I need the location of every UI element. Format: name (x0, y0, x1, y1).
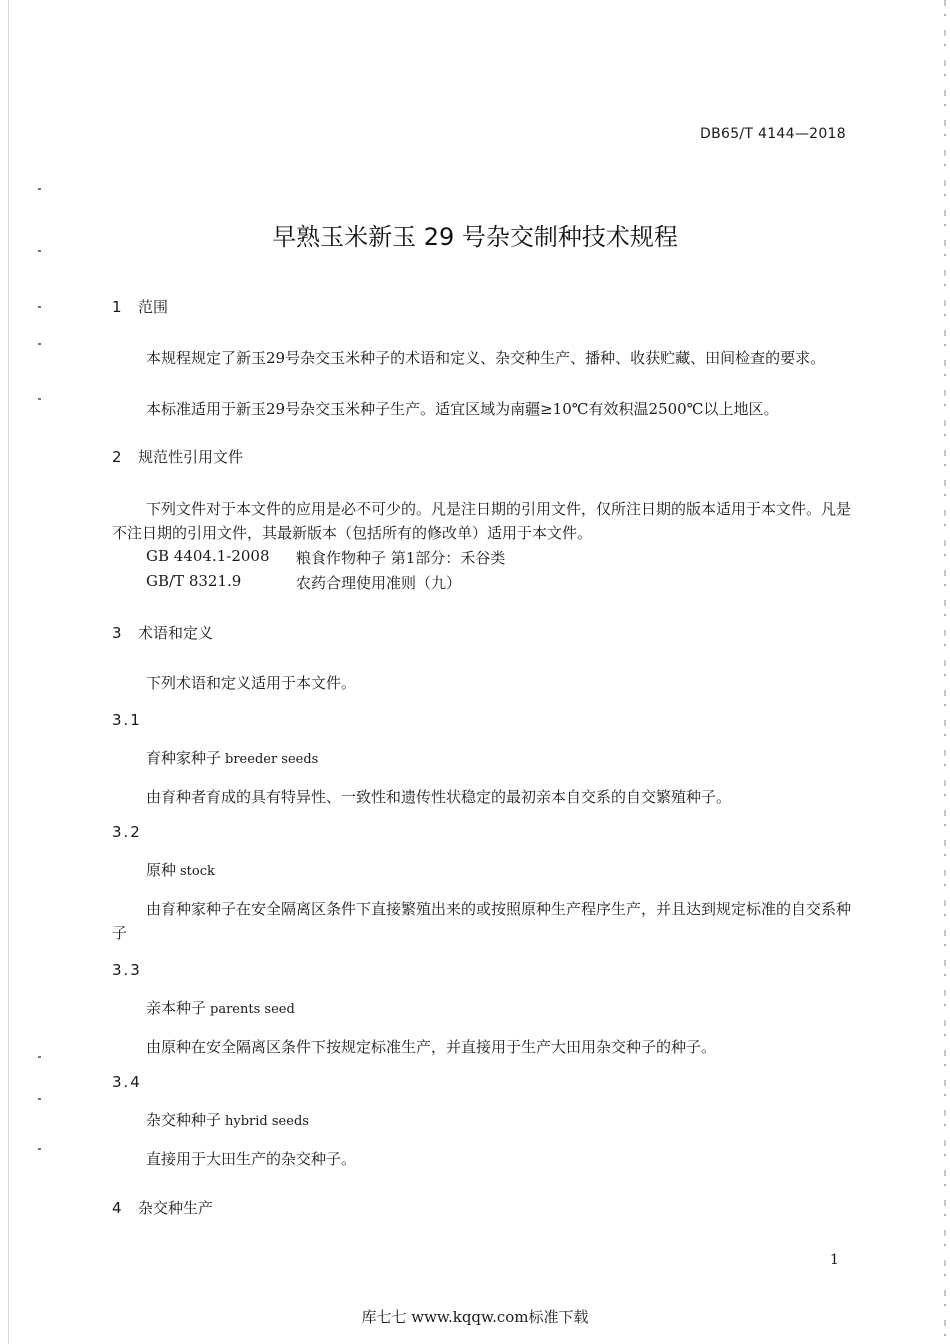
section-number: 2 (112, 448, 122, 466)
scan-speck (38, 1098, 41, 1100)
term-heading (146, 997, 295, 1018)
section-4-heading (112, 1197, 213, 1218)
term-definition: 直接用于大田生产的杂交种子。 (146, 1150, 357, 1168)
section-1-heading (112, 296, 168, 317)
term-heading (146, 1109, 309, 1130)
reference-title: 粮食作物种子 第1部分：禾谷类 (296, 549, 506, 567)
reference-code: GB/T 8321.9 (146, 572, 242, 590)
scan-speck (38, 343, 41, 345)
term-chinese: 育种家种子 (146, 749, 222, 767)
term-number: 3.4 (112, 1073, 142, 1091)
document-title: 早熟玉米新玉 29 号杂交制种技术规程 (272, 223, 678, 251)
section-2-paragraph-1: 下列文件对于本文件的应用是必不可少的。凡是注日期的引用文件，仅所注日期的版本适用于本文件。凡是不注日期的引用文件，其最新版本（包括所有的修改单）适用于本文件。 (112, 500, 852, 542)
term-definition: 由原种在安全隔离区条件下按规定标准生产，并直接用于生产大田用杂交种子的种子。 (146, 1038, 717, 1056)
reference-title: 农药合理使用准则（九） (296, 574, 462, 592)
term-chinese: 杂交种种子 (146, 1111, 222, 1129)
section-1-paragraph-1: 本规程规定了新玉29号杂交玉米种子的术语和定义、杂交种生产、播种、收获贮藏、田间检查的要求。 (146, 349, 826, 367)
section-number: 4 (112, 1199, 122, 1217)
section-title: 规范性引用文件 (138, 448, 244, 466)
scan-speck (38, 1148, 41, 1150)
scan-speck (38, 188, 41, 190)
section-2-heading (112, 446, 243, 467)
term-heading (146, 859, 215, 880)
section-title: 杂交种生产 (138, 1199, 214, 1217)
term-number: 3.1 (112, 711, 142, 729)
term-english: hybrid seeds (225, 1114, 309, 1129)
page-number: 1 (830, 1252, 839, 1268)
section-number: 3 (112, 624, 122, 642)
term-definition: 由育种家种子在安全隔离区条件下直接繁殖出来的或按照原种生产程序生产，并且达到规定标准的自交系种子 (112, 900, 852, 942)
term-english: parents seed (210, 1002, 295, 1017)
section-1-paragraph-2: 本标准适用于新玉29号杂交玉米种子生产。适宜区域为南疆≥10℃有效积温2500℃以上地区。 (146, 400, 779, 418)
section-number: 1 (112, 298, 122, 316)
term-english: breeder seeds (225, 752, 319, 767)
section-3-heading (112, 622, 213, 643)
footer-watermark: 库七七 www.kqqw.com标准下载 (361, 1308, 589, 1326)
reference-code: GB 4404.1-2008 (146, 547, 270, 565)
term-chinese: 亲本种子 (146, 999, 207, 1017)
term-definition: 由育种者育成的具有特异性、一致性和遗传性状稳定的最初亲本自交系的自交繁殖种子。 (146, 788, 732, 806)
scan-speck (38, 306, 41, 308)
section-title: 术语和定义 (138, 624, 214, 642)
term-english: stock (180, 864, 215, 879)
term-number: 3.2 (112, 823, 142, 841)
standard-code: DB65/T 4144—2018 (700, 126, 846, 142)
scan-speck (38, 398, 41, 400)
term-chinese: 原种 (146, 861, 177, 879)
term-number: 3.3 (112, 961, 142, 979)
section-title: 范围 (138, 298, 169, 316)
scan-left-edge (8, 0, 9, 1344)
section-3-intro: 下列术语和定义适用于本文件。 (146, 674, 357, 692)
scan-right-edge (944, 0, 946, 1344)
term-heading (146, 747, 318, 768)
scan-speck (38, 1056, 41, 1058)
